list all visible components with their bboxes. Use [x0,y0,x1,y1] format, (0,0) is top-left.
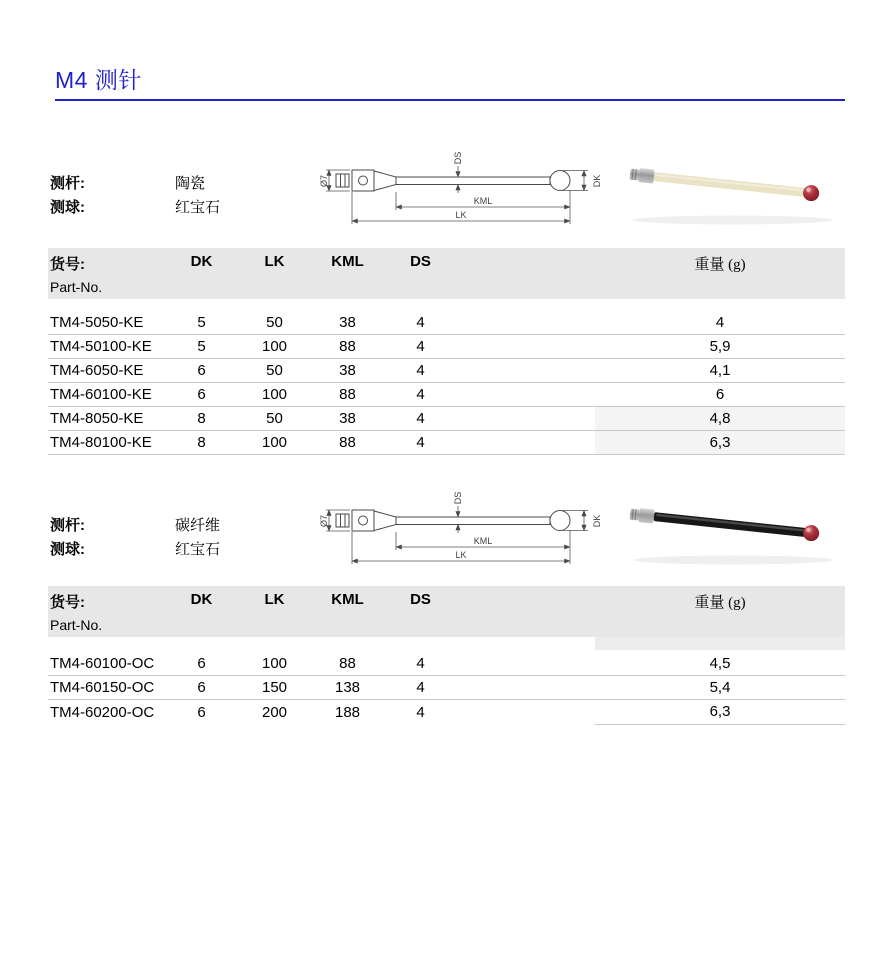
lk-cell: 100 [261,434,288,451]
lk-cell: 100 [261,338,288,355]
table-header [48,586,845,637]
stylus-product-photo-ceramic [615,150,843,236]
table-row [48,311,845,335]
part-no-cell: TM4-5050-KE [50,314,144,331]
weight-cell: 4,5 [709,655,731,672]
ruby-ball [802,184,820,202]
dk-cell: 5 [197,314,206,331]
dimension-label-kml: KML [473,196,493,206]
col-header-weight: 重量 (g) [694,257,746,273]
dimension-label-kml: KML [473,536,493,546]
part-no-cell: TM4-60100-KE [50,386,152,403]
spec-row-ball [50,538,310,562]
spec-block-ceramic [50,172,310,220]
dk-cell: 6 [197,362,206,379]
photo-shadow [633,216,833,225]
dimension-label-ds: DS [453,151,463,165]
ds-cell: 4 [416,410,425,427]
spec-value-shaft: 陶瓷 [175,176,206,192]
drawing-ball [550,171,570,191]
dimension-label-lk: LK [455,550,467,560]
kml-cell: 38 [339,314,356,331]
dk-cell: 8 [197,434,206,451]
kml-cell: 88 [339,338,356,355]
drawing-ball [550,511,570,531]
col-header-dk: DK [190,591,213,608]
col-header-dk: DK [190,253,213,270]
table-row [48,676,845,700]
kml-cell: 88 [339,655,356,672]
page-title: M4 测针 [55,67,142,93]
table-row [48,431,845,455]
table-row [48,407,845,431]
ceramic-shaft [654,172,806,197]
spec-label-ball: 测球: [50,199,85,216]
kml-cell: 88 [339,386,356,403]
thread-tip [630,169,640,181]
dimension-label-d7: Ø7 [319,174,329,188]
metal-connector [638,168,654,183]
weight-cell: 6 [715,386,725,403]
dk-cell: 5 [197,338,206,355]
lk-cell: 150 [261,679,288,696]
dk-cell: 6 [197,386,206,403]
lk-cell: 50 [266,362,283,379]
metal-connector [638,508,654,523]
dimension-label-dk: DK [592,514,602,528]
table-header [48,248,845,299]
part-no-cell: TM4-60100-OC [50,655,155,672]
stylus-technical-drawing [316,480,608,578]
col-header-ds: DS [410,253,431,270]
col-header-lk: LK [264,591,285,608]
col-header-weight: 重量 (g) [694,595,746,611]
table-row [48,383,845,407]
weight-cell: 4,8 [595,407,845,430]
ds-cell: 4 [416,703,425,721]
col-header-ds: DS [410,591,431,608]
dk-cell: 8 [197,410,206,427]
spec-label-shaft: 测杆: [50,175,85,192]
ds-cell: 4 [416,362,425,379]
table-row [48,335,845,359]
lk-cell: 50 [266,314,283,331]
part-no-cell: TM4-50100-KE [50,338,152,355]
dk-cell: 6 [197,703,206,721]
parts-table-carbon [48,586,845,723]
spec-value-shaft: 碳纤维 [175,518,221,534]
thread-tip [630,509,640,521]
dimension-label-ds: DS [453,491,463,505]
weight-cell: 6,3 [595,431,845,454]
spec-row-ball [50,196,310,220]
weight-cell: 5,9 [709,338,731,355]
weight-cell: 4,1 [709,362,731,379]
kml-cell: 188 [334,703,361,721]
col-header-kml: KML [331,591,364,608]
ds-cell: 4 [416,655,425,672]
kml-cell: 38 [339,410,356,427]
weight-cell: 6,3 [595,700,845,725]
dimension-label-dk: DK [592,174,602,188]
kml-cell: 38 [339,362,356,379]
part-no-cell: TM4-60200-OC [50,703,155,721]
spec-block-carbon [50,514,310,562]
parts-table-ceramic [48,248,845,455]
col-header-kml: KML [331,253,364,270]
photo-shadow [633,556,833,565]
col-header-part-no: 货号: [50,256,85,273]
spec-row-shaft [50,172,310,196]
col-header-lk: LK [264,253,285,270]
dimension-label-d7: Ø7 [319,514,329,528]
carbon-shaft [654,512,806,537]
stylus-product-photo-carbon [615,490,843,576]
part-no-cell: TM4-60150-OC [50,679,155,696]
stylus-outline [336,510,570,531]
dk-cell: 6 [197,679,206,696]
ds-cell: 4 [416,679,425,696]
stylus-outline [336,170,570,191]
title-underline [55,99,845,101]
ds-cell: 4 [416,386,425,403]
dimension-label-lk: LK [455,210,467,220]
table-row [48,652,845,676]
lk-cell: 200 [261,703,288,721]
kml-cell: 138 [334,679,361,696]
part-no-cell: TM4-80100-KE [50,434,152,451]
ds-cell: 4 [416,434,425,451]
ds-cell: 4 [416,338,425,355]
spec-value-ball: 红宝石 [175,542,221,558]
stylus-technical-drawing [316,140,608,238]
spec-label-ball: 测球: [50,541,85,558]
dk-cell: 6 [197,655,206,672]
col-header-part-no-en: Part-No. [50,279,103,295]
lk-cell: 100 [261,655,288,672]
col-header-part-no-en: Part-No. [50,617,103,633]
lk-cell: 100 [261,386,288,403]
col-header-part-no: 货号: [50,594,85,611]
ds-cell: 4 [416,314,425,331]
spec-label-shaft: 测杆: [50,517,85,534]
part-no-cell: TM4-8050-KE [50,410,144,427]
table-row [48,700,845,723]
weight-cell: 5,4 [709,679,731,696]
part-no-cell: TM4-6050-KE [50,362,144,379]
lk-cell: 50 [266,410,283,427]
spec-row-shaft [50,514,310,538]
spec-value-ball: 红宝石 [175,200,221,216]
weight-column-shading [595,637,845,650]
weight-cell: 4 [715,314,725,331]
kml-cell: 88 [339,434,356,451]
ruby-ball [802,524,820,542]
table-row [48,359,845,383]
